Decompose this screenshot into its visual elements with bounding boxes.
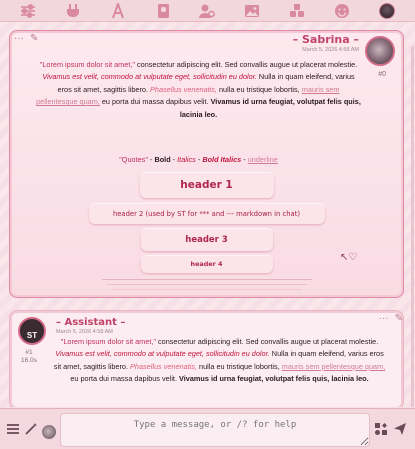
input-bar <box>0 408 415 449</box>
image-icon[interactable] <box>243 3 261 19</box>
edit-pencil-icon[interactable]: ✎ <box>394 313 403 324</box>
quote-text: "Quotes" <box>119 155 148 164</box>
message-id: #1 <box>25 349 33 356</box>
more-options-icon[interactable]: ··· <box>378 313 389 324</box>
message-author-name: – Sabrina – <box>292 33 359 46</box>
header-4: header 4 <box>141 256 273 273</box>
plain-text: eu porta dui massa dapibus velit. <box>70 374 180 384</box>
quote-text: "Lorem ipsum dolor sit amet," <box>60 337 156 346</box>
sliders-icon[interactable] <box>19 3 37 19</box>
underlined-text: underline <box>247 155 278 164</box>
plain-text: Nulla in quam eleifend, varius eros sit amet, sagittis libero. <box>57 72 355 94</box>
markdown-sample-line <box>36 155 361 164</box>
separator: - <box>241 155 248 164</box>
underlined-link[interactable]: mauris sem pellentesque quam, <box>36 84 340 107</box>
message-text <box>36 59 361 121</box>
plain-text: consectetur adipiscing elit. Sed convallis augue ut placerat molestie. <box>155 337 379 346</box>
chat-scrollbar[interactable] <box>411 46 414 407</box>
message-meta <box>21 349 37 365</box>
message-user <box>9 30 404 298</box>
input-right-controls <box>374 422 407 441</box>
avatar-initials: ST <box>26 331 38 340</box>
bold-text: Vivamus id urna feugiat, volutpat felis quis, lacinia leo. <box>179 97 361 119</box>
header-1: header 1 <box>140 173 274 198</box>
separator: - <box>147 155 155 164</box>
italic-text: Vivamus est velit, commodo at vulputate eget, sollicitudin eu dolor. <box>42 72 257 82</box>
message-input[interactable] <box>60 413 370 447</box>
message-assistant <box>9 310 404 407</box>
plain-text: Nulla in quam eleifend, varius eros sit amet, sagittis libero. <box>53 349 384 371</box>
plain-text: nulla eu tristique lobortis, <box>196 361 282 371</box>
plain-text: eu porta dui massa dapibus velit. <box>99 97 211 107</box>
italic-text: Vivamus est velit, commodo at vulputate eget, sollicitudin eu dolor. <box>55 349 270 359</box>
avatar[interactable] <box>42 425 56 439</box>
smile-icon[interactable] <box>333 3 351 19</box>
horizontal-rule <box>102 279 312 280</box>
plug-icon[interactable] <box>64 3 82 19</box>
message-actions-left <box>14 33 38 44</box>
separator: - <box>170 155 178 164</box>
header-3: header 3 <box>141 229 273 251</box>
extensions-icon[interactable] <box>374 422 388 441</box>
bold-italic-text: Bold Italics <box>202 155 242 164</box>
avatar[interactable] <box>18 317 46 345</box>
edit-pencil-icon[interactable]: ✎ <box>30 33 39 44</box>
horizontal-rule <box>112 289 302 290</box>
avatar <box>379 3 395 19</box>
italic-text: Phasellus venenatis, <box>150 84 217 94</box>
header-2: header 2 (used by ST for *** and --- markdown in chat) <box>89 204 325 224</box>
message-actions-right <box>379 313 403 324</box>
message-author-name: – Assistant – <box>56 317 126 328</box>
user-gear-icon[interactable] <box>198 3 216 19</box>
more-options-icon[interactable]: ··· <box>14 33 24 44</box>
message-timestamp: March 5, 2026 4:58 AM <box>302 47 359 53</box>
plain-text: nulla eu tristique lobortis, <box>216 84 302 94</box>
italic-text: Italics <box>177 155 196 164</box>
send-icon[interactable] <box>393 422 407 441</box>
magic-wand-icon[interactable] <box>24 422 38 441</box>
quote-text: "Lorem ipsum dolor sit amet," <box>39 60 135 69</box>
input-left-controls <box>6 422 56 441</box>
plain-text: consectetur adipiscing elit. Sed convallis augue ut placerat molestie. <box>134 60 358 69</box>
top-toolbar <box>0 0 415 22</box>
mouse-cursor-icon: ↖♡ <box>340 252 358 263</box>
cubes-icon[interactable] <box>288 3 306 19</box>
bold-text: Bold <box>154 155 171 164</box>
chat-area[interactable] <box>0 22 415 407</box>
book-icon[interactable] <box>154 3 172 19</box>
message-text <box>52 336 387 386</box>
menu-icon[interactable] <box>6 422 20 441</box>
font-icon[interactable] <box>109 3 127 19</box>
horizontal-rule <box>107 284 307 285</box>
italic-text: Phasellus venenatis, <box>130 361 197 371</box>
underlined-link[interactable]: mauris sem pellentesque quam, <box>281 361 386 371</box>
message-timestamp: March 5, 2026 4:58 AM <box>56 329 113 335</box>
bold-text: Vivamus id urna feugiat, volutpat felis quis, lacinia leo. <box>179 374 369 384</box>
separator: - <box>195 155 203 164</box>
message-id: #0 <box>378 71 386 78</box>
persona-avatar-button[interactable] <box>378 3 396 19</box>
generation-time: 16.0s <box>21 357 37 364</box>
avatar[interactable] <box>365 36 395 66</box>
